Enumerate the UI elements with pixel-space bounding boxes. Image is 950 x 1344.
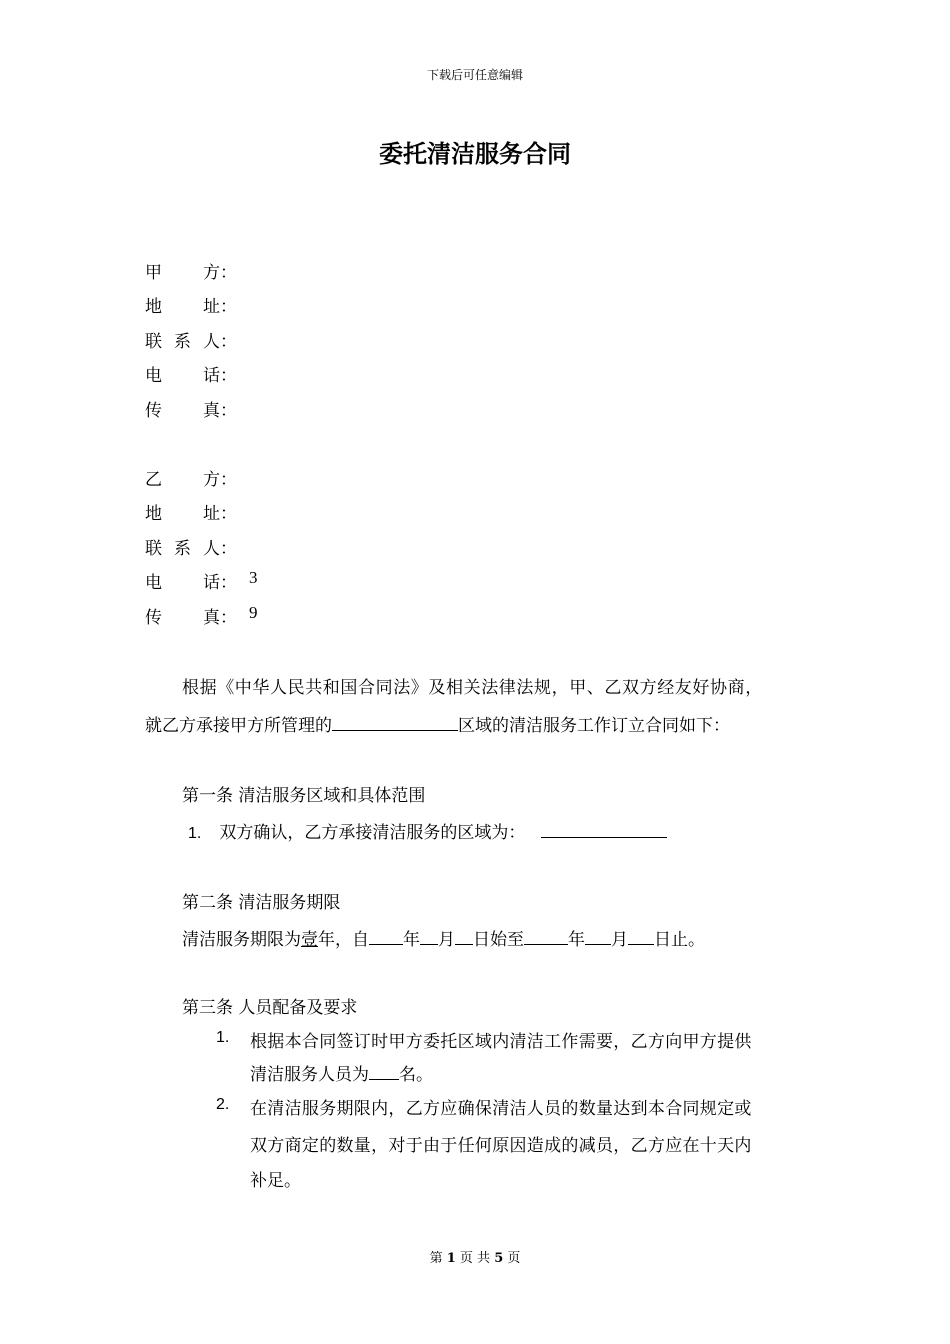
- blank-underline: [628, 928, 654, 945]
- article-1-item-1-text: 双方确认，乙方承接清洁服务的区域为：: [219, 823, 526, 843]
- text: 年，自: [318, 930, 369, 950]
- article-1-item-1: [188, 818, 667, 843]
- text: 名。: [399, 1065, 433, 1085]
- text: 页 共: [459, 1251, 491, 1266]
- article-3-item-1-number: 1.: [216, 1029, 230, 1046]
- party-b-phone-value: 3: [249, 568, 258, 587]
- intro-line-2: [145, 711, 730, 736]
- text: 月: [438, 930, 455, 950]
- text: 页: [507, 1251, 521, 1266]
- text: 日止。: [654, 930, 705, 950]
- term-years: 壹: [301, 930, 318, 950]
- label-char: 话：: [203, 366, 237, 386]
- label-char: 甲: [145, 263, 162, 283]
- label-char: 电: [145, 366, 162, 386]
- article-2-heading: 第二条 清洁服务期限: [182, 893, 341, 913]
- label-char: 人：: [203, 539, 237, 559]
- text: 清洁服务人员为: [250, 1065, 369, 1085]
- label-char: 地: [145, 297, 162, 317]
- blank-underline: [455, 928, 473, 945]
- label-char: 传: [145, 608, 162, 628]
- blank-underline: [524, 928, 568, 945]
- label-char: 联: [145, 332, 162, 352]
- blank-underline: [541, 821, 667, 838]
- label-char: 地: [145, 504, 162, 524]
- blank-underline: [585, 928, 611, 945]
- intro-text-b: 区域的清洁服务工作订立合同如下：: [458, 716, 730, 736]
- total-pages: 5: [494, 1251, 504, 1266]
- article-3-item-2-line-1: 在清洁服务期限内，乙方应确保清洁人员的数量达到本合同规定或: [250, 1099, 752, 1119]
- label-char: 电: [145, 573, 162, 593]
- label-char: 话：: [203, 573, 237, 593]
- text: 日始至: [473, 930, 524, 950]
- label-char: 人：: [203, 332, 237, 352]
- label-char: 址：: [203, 504, 237, 524]
- blank-underline: [332, 714, 458, 731]
- article-3-item-2-line-2: 双方商定的数量，对于由于任何原因造成的减员，乙方应在十天内: [250, 1136, 752, 1156]
- text: 月: [611, 930, 628, 950]
- text: 第: [429, 1251, 443, 1266]
- blank-underline: [420, 928, 438, 945]
- article-3-heading: 第三条 人员配备及要求: [182, 998, 358, 1018]
- text: 清洁服务期限为: [182, 930, 301, 950]
- blank-underline: [369, 928, 403, 945]
- label-char: 系: [174, 332, 191, 352]
- document-title: 委托清洁服务合同: [379, 139, 571, 168]
- label-char: 方：: [203, 470, 237, 490]
- label-char: 方：: [203, 263, 237, 283]
- article-2-text: [182, 925, 705, 950]
- article-1-heading: 第一条 清洁服务区域和具体范围: [182, 786, 426, 806]
- label-char: 址：: [203, 297, 237, 317]
- article-3-item-2-line-3: 补足。: [250, 1171, 301, 1191]
- text: 年: [403, 930, 420, 950]
- list-number: 1.: [188, 825, 202, 842]
- label-char: 传: [145, 401, 162, 421]
- page-header-note: 下载后可任意编辑: [426, 68, 523, 82]
- blank-underline: [369, 1063, 399, 1080]
- label-char: 联: [145, 539, 162, 559]
- article-3-item-1-line-1: 根据本合同签订时甲方委托区域内清洁工作需要，乙方向甲方提供: [250, 1032, 752, 1052]
- label-char: 系: [174, 539, 191, 559]
- party-b-fax-value: 9: [249, 603, 258, 622]
- label-char: 真：: [203, 608, 237, 628]
- label-char: 乙: [145, 470, 162, 490]
- article-3-item-1-line-2: [250, 1060, 433, 1085]
- page-footer: [0, 1247, 950, 1266]
- article-3-item-2-number: 2.: [216, 1096, 230, 1113]
- intro-line-1: 根据《中华人民共和国合同法》及相关法律法规，甲、乙双方经友好协商，: [182, 678, 763, 698]
- page-number: 1: [446, 1251, 456, 1266]
- intro-text-a: 就乙方承接甲方所管理的: [145, 716, 332, 736]
- text: 年: [568, 930, 585, 950]
- label-char: 真：: [203, 401, 237, 421]
